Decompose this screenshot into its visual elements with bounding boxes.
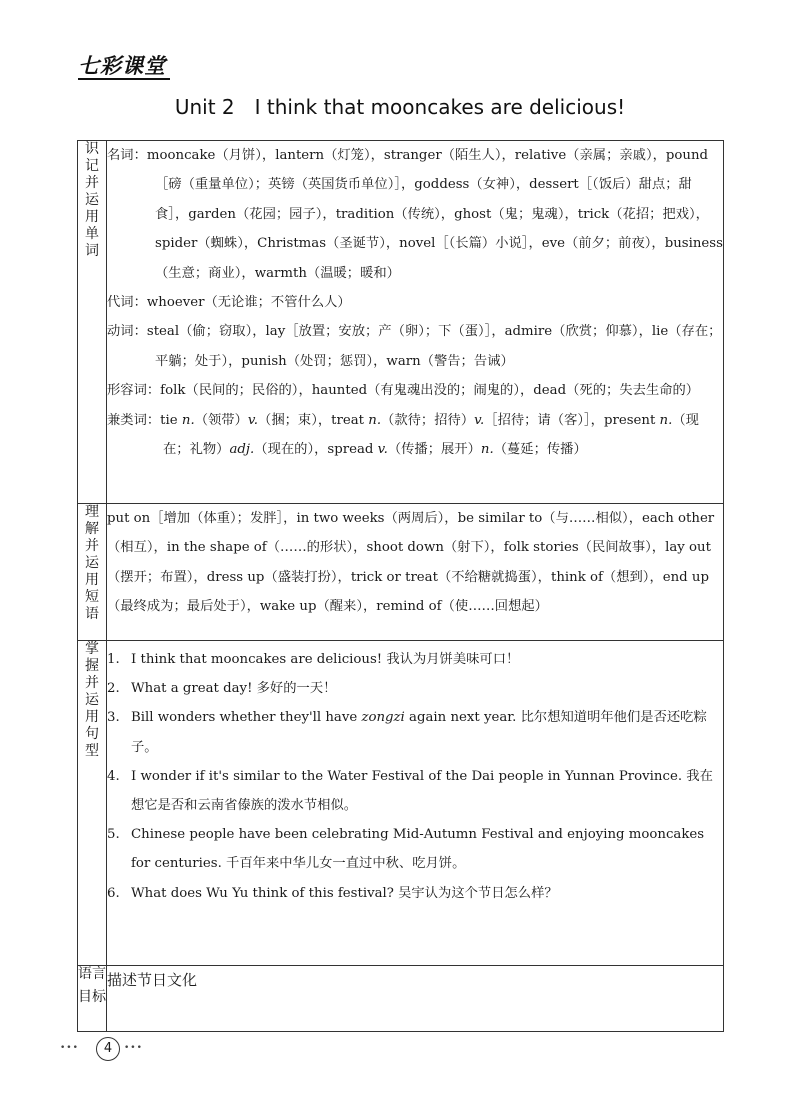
- page-dots-left: •••: [60, 1043, 79, 1053]
- goal-row: [78, 966, 724, 1032]
- phrases-label-char: 用: [85, 572, 99, 588]
- goal-label: [78, 966, 107, 1032]
- unit-title: [0, 95, 800, 119]
- verbs-entry: 动词：steal（偷；窃取），lay［放置；安放；产（卵）；下（蛋）］，admire（欣赏；仰慕），lie（存在；平躺；处于），punish（处罚；惩罚），warn（警告；告诫）: [107, 324, 722, 369]
- words-label-char: 用: [85, 209, 99, 225]
- brand-logo: 七彩课堂: [78, 54, 166, 78]
- sentences-label-char: 并: [85, 675, 99, 691]
- sentence-item: 1. I think that mooncakes are delicious! 我认为月饼美味可口！: [107, 645, 723, 674]
- sentences-label-char: 掌: [85, 641, 99, 657]
- phrases-content: put on［增加（体重）；发胖］，in two weeks（两周后），be similar to（与……相似），each other（相互），in the shape of（……的形状），shoot down（射下），folk stories（民间故事），lay out（摆开；布置），dress up（盛装打扮），trick or treat（不给糖就捣蛋），think of（想到），end up（最终成为；最后处于），wake up（醒来），remind of（使……回想起）: [107, 504, 724, 641]
- phrases-label-char: 短: [85, 589, 99, 605]
- sentence-item: 6. What does Wu Yu think of this festival? 吴宇认为这个节日怎么样？: [107, 879, 723, 908]
- unit-title-text: I think that mooncakes are delicious!: [254, 95, 626, 119]
- sentences-label-char: 型: [85, 743, 99, 759]
- sentence-item: 5. Chinese people have been celebrating Mid-Autumn Festival and enjoying mooncakes for centuries. 千百年来中华儿女一直过中秋、吃月饼。: [107, 820, 723, 878]
- unit-number: Unit 2: [174, 95, 235, 119]
- brand-underline: [78, 78, 170, 80]
- phrases-label: [78, 504, 107, 641]
- goal-label-line2: 目标: [78, 989, 106, 1005]
- page-number-badge: [60, 1037, 150, 1059]
- phrases-label-text: [78, 504, 106, 623]
- words-label-char: 单: [85, 226, 99, 242]
- sentence-number: 3.: [107, 710, 120, 726]
- pos-marker: n.: [480, 442, 494, 458]
- pos-marker: adj.: [229, 442, 255, 458]
- pos-marker: v.: [247, 412, 259, 428]
- sentence-number: 2.: [107, 681, 120, 697]
- phrases-row: [78, 504, 724, 641]
- sentence-emphasis: zongzi: [361, 710, 405, 726]
- words-label-char: 运: [85, 192, 99, 208]
- pos-marker: n.: [181, 412, 195, 428]
- pronouns-entry: 代词：whoever（无论谁；不管什么人）: [107, 295, 351, 311]
- goal-text: 描述节日文化: [107, 966, 724, 1032]
- sentence-number: 4.: [107, 768, 120, 784]
- words-label-char: 识: [85, 141, 99, 157]
- words-label: [78, 141, 107, 504]
- multi-class-entry: 兼类词：tie n.（领带）v.（捆；束），treat n.（款待；招待）v.［招待；请（客）］，present n.（现在；礼物）adj.（现在的），spread v.（传播；展开）n.（蔓延；传播）: [107, 412, 699, 458]
- adjectives-entry: 形容词：folk（民间的；民俗的），haunted（有鬼魂出没的；闹鬼的），dead（死的；失去生命的）: [107, 383, 700, 399]
- sentence-number: 1.: [107, 652, 120, 667]
- goal-label-line1: 语言: [78, 966, 106, 982]
- sentences-row: [78, 641, 724, 966]
- sentences-label-char: 握: [85, 658, 99, 674]
- pos-marker: v.: [377, 442, 388, 458]
- phrases-label-char: 解: [85, 521, 99, 537]
- sentences-label-char: 用: [85, 709, 99, 725]
- phrases-label-char: 理: [85, 504, 99, 520]
- sentences-content: [107, 641, 724, 966]
- sentence-list: [107, 641, 723, 908]
- phrases-label-char: 运: [85, 555, 99, 571]
- page-number: 4: [96, 1037, 120, 1061]
- pos-marker: n.: [659, 412, 673, 428]
- words-label-char: 记: [85, 158, 99, 174]
- words-label-text: [78, 141, 106, 260]
- sentence-item: 2. What a great day! 多好的一天！: [107, 674, 723, 703]
- nouns-entry: 名词：mooncake（月饼），lantern（灯笼），stranger（陌生人），relative（亲属；亲戚），pound［磅（重量单位）；英镑（英国货币单位）］，goddess（女神），dessert［（饭后）甜点；甜食］，garden（花园；园子），tradition（传统），ghost（鬼；鬼魂），trick（花招；把戏），spider（蜘蛛），Christmas（圣诞节），novel［（长篇）小说］，eve（前夕；前夜），business（生意；商业），warmth（温暖；暖和）: [107, 148, 723, 281]
- sentence-item: 4. I wonder if it's similar to the Water Festival of the Dai people in Yunnan Province. 我在想它是否和云南省傣族的泼水节相似。: [107, 762, 723, 820]
- sentences-label: [78, 641, 107, 966]
- words-label-char: 词: [85, 243, 99, 259]
- sentence-number: 5.: [107, 827, 120, 843]
- words-row: [78, 141, 724, 504]
- sentences-label-text: [78, 641, 106, 760]
- pos-marker: n.: [368, 412, 382, 428]
- sentences-label-char: 句: [85, 726, 99, 742]
- sentence-number: 6.: [107, 885, 120, 901]
- phrases-label-char: 语: [85, 606, 99, 622]
- words-label-char: 并: [85, 175, 99, 191]
- pos-marker: v.: [474, 412, 485, 428]
- phrases-label-char: 并: [85, 538, 99, 554]
- sentence-item: 3. Bill wonders whether they'll have zongzi again next year. 比尔想知道明年他们是否还吃粽子。: [107, 703, 723, 761]
- sentences-label-char: 运: [85, 692, 99, 708]
- vocabulary-table: [77, 140, 724, 1032]
- page-dots-right: •••: [124, 1043, 143, 1053]
- words-content: [107, 141, 724, 504]
